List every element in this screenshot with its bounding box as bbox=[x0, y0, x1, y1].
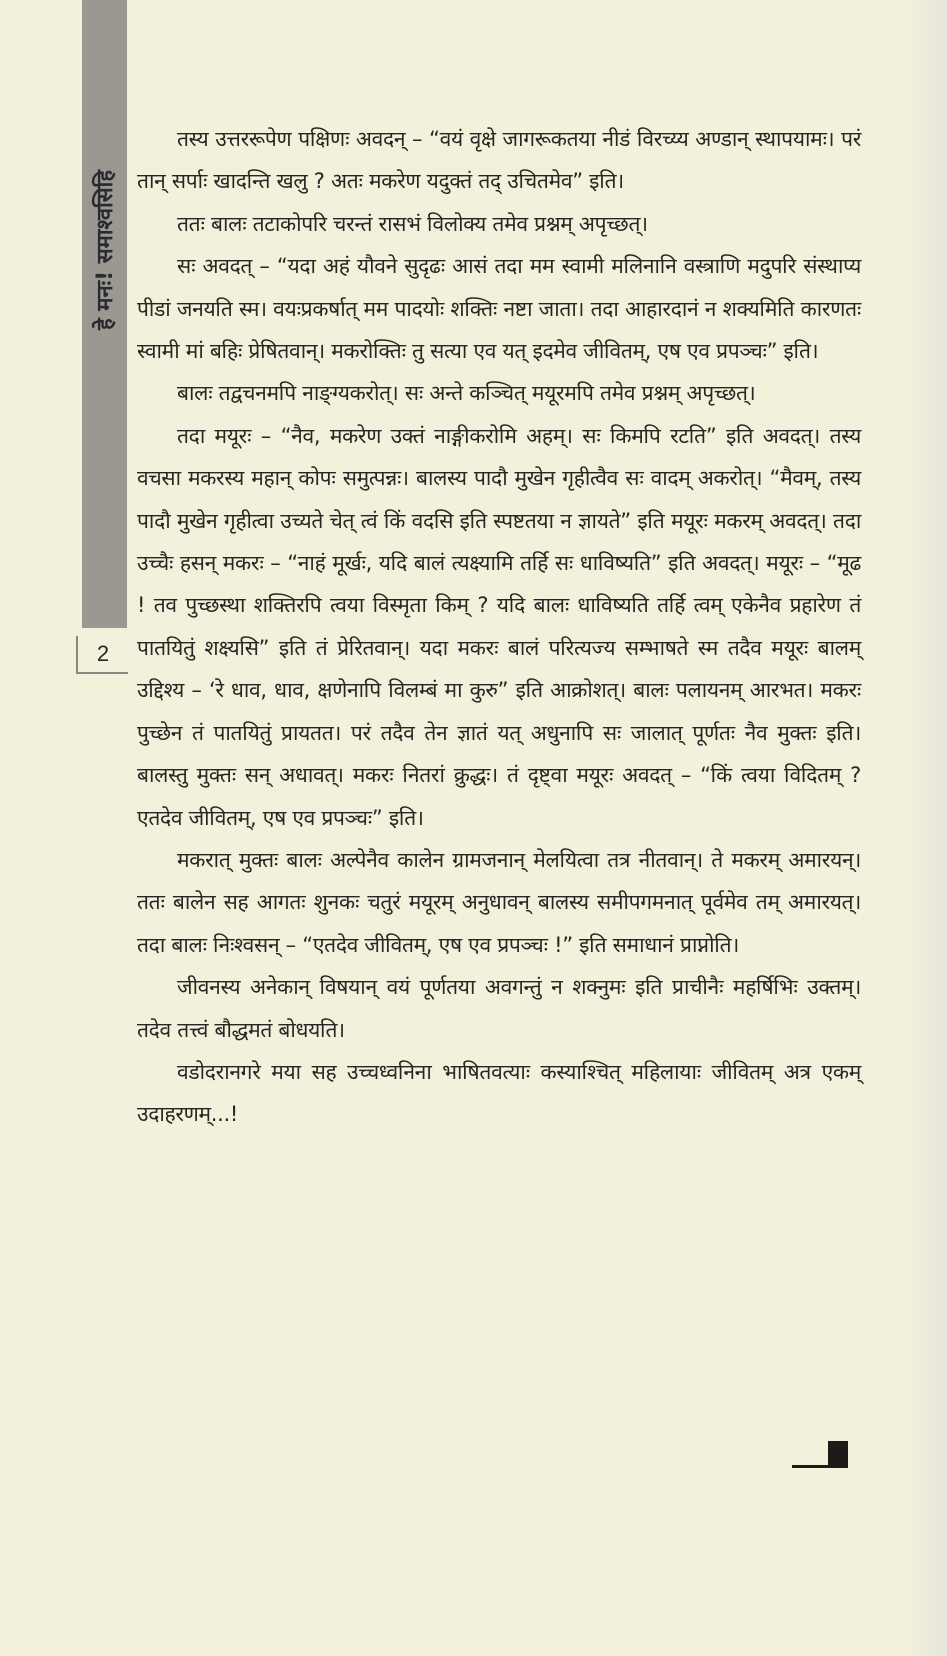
end-mark-icon bbox=[792, 1440, 848, 1468]
article-body bbox=[137, 118, 861, 1136]
paragraph: बालः तद्वचनमपि नाङ्ग्यकरोत्। सः अन्ते कञ्चित् मयूरमपि तमेव प्रश्नम् अपृच्छत्। bbox=[177, 381, 756, 406]
page-number bbox=[76, 636, 128, 674]
paragraph: वडोदरानगरे मया सह उच्चध्वनिना भाषितवत्याः कस्याश्चित् महिलायाः जीवितम् अत्र एकम् उदाहरणम्...! bbox=[137, 1059, 861, 1127]
paragraph: सः अवदत् – “यदा अहं यौवने सुदृढः आसं तदा मम स्वामी मलिनानि वस्त्राणि मदुपरि संस्थाप्य पीडां जनयति स्म। वयःप्रकर्षात् मम पादयोः शक्तिः नष्टा जाता। तदा आहारदानं न शक्यमिति कारणतः स्वामी मां बहिः प्रेषितवान्। मकरोक्तिः तु सत्या एव यत् इदमेव जीवितम्, एष एव प्रपञ्चः” इति। bbox=[137, 254, 861, 364]
running-title-text: हे मनः! समाश्वसिहि bbox=[93, 169, 119, 331]
paragraph: ततः बालः तटाकोपरि चरन्तं रासभं विलोक्य तमेव प्रश्नम् अपृच्छत्। bbox=[177, 211, 648, 236]
paragraph: जीवनस्य अनेकान् विषयान् वयं पूर्णतया अवगन्तुं न शक्नुमः इति प्राचीनैः महर्षिभिः उक्तम्। तदेव तत्त्वं बौद्धमतं बोधयति। bbox=[137, 975, 861, 1042]
end-mark-rule bbox=[792, 1465, 848, 1468]
paragraph: तदा मयूरः – “नैव, मकरेण उक्तं नाङ्गीकरोमि अहम्। सः किमपि रटति” इति अवदत्। तस्य वचसा मकरस्य महान् कोपः समुत्पन्नः। बालस्य पादौ मुखेन गृहीत्वैव सः वादम् अकरोत्। “मैवम्, तस्य पादौ मुखेन गृहीत्वा उच्यते चेत् त्वं किं वदसि इति स्पष्टतया न ज्ञायते” इति मयूरः मकरम् अवदत्। तदा उच्चैः हसन् मकरः – “नाहं मूर्खः, यदि बालं त्यक्ष्यामि तर्हि सः धाविष्यति” इति अवदत्। मयूरः – “मूढ ! तव पुच्छस्था शक्तिरपि त्वया विस्मृता किम् ? यदि बालः धाविष्यति तर्हि त्वम् एकेनैव प्रहारेण तं पातयितुं शक्ष्यसि” इति तं प्रेरितवान्। यदा मकरः बालं परित्यज्य सम्भाषते स्म तदैव मयूरः बालम् उद्दिश्य – ‘रे धाव, धाव, क्षणेनापि विलम्बं मा कुरु” इति आक्रोशत्। बालः पलायनम् आरभत। मकरः पुच्छेन तं पातयितुं प्रायतत। परं तदैव तेन ज्ञातं यत् अधुनापि सः जालात् पूर्णतः नैव मुक्तः इति। बालस्तु मुक्तः सन् अधावत्। मकरः नितरां क्रुद्धः। तं दृष्ट्वा मयूरः अवदत् – “किं त्वया विदितम् ? एतदेव जीवितम्, एष एव प्रपञ्चः” इति। bbox=[137, 423, 861, 830]
page-edge-shadow bbox=[907, 0, 947, 1656]
paragraph: तस्य उत्तररूपेण पक्षिणः अवदन् – “वयं वृक्षे जागरूकतया नीडं विरच्य्य अण्डान् स्थापयामः। परं तान् सर्पाः खादन्ति खलु ? अतः मकरेण यदुक्तं तद् उचितमेव” इति। bbox=[137, 127, 861, 194]
paragraph: मकरात् मुक्तः बालः अल्पेनैव कालेन ग्रामजनान् मेलयित्वा तत्र नीतवान्। ते मकरम् अमारयन्। ततः बालेन सह आगतः शुनकः चतुरं मयूरम् अनुधावन् बालस्य समीपगमनात् पूर्वमेव तम् अमारयत्। तदा बालः निःश्वसन् – “एतदेव जीवितम्, एष एव प्रपञ्चः !” इति समाधानं प्राप्नोति। bbox=[137, 847, 861, 957]
end-mark-block bbox=[828, 1441, 848, 1465]
running-title bbox=[82, 130, 127, 370]
page-number-text: 2 bbox=[96, 641, 110, 666]
